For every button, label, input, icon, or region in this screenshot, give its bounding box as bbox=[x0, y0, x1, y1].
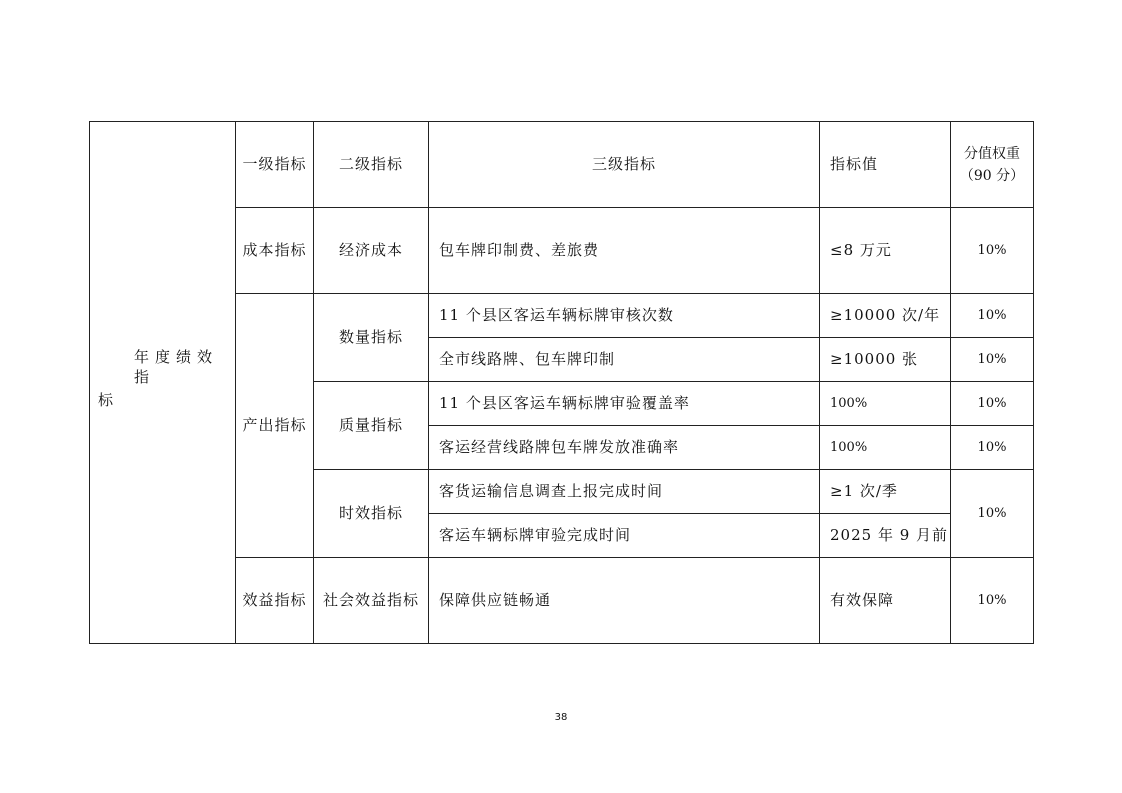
quantity-row2-level3: 全市线路牌、包车牌印制 bbox=[429, 338, 820, 382]
quantity-level2: 数量指标 bbox=[314, 294, 429, 382]
quality-row1-weight: 10% bbox=[951, 382, 1034, 426]
quality-row2-value: 100% bbox=[820, 426, 951, 470]
annual-indicator-label-line1: 年度绩效指 bbox=[134, 348, 219, 386]
benefit-level3: 保障供应链畅通 bbox=[429, 558, 820, 644]
performance-indicator-table bbox=[89, 121, 1034, 644]
quantity-row1-value: ≥10000 次/年 bbox=[820, 294, 951, 338]
benefit-value: 有效保障 bbox=[820, 558, 951, 644]
annual-indicator-label-line2: 标 bbox=[98, 391, 115, 409]
timeliness-weight: 10% bbox=[951, 470, 1034, 558]
quantity-row1-weight: 10% bbox=[951, 294, 1034, 338]
benefit-level2: 社会效益指标 bbox=[314, 558, 429, 644]
cost-level1: 成本指标 bbox=[236, 208, 314, 294]
timeliness-row1-value: ≥1 次/季 bbox=[820, 470, 951, 514]
cost-level2: 经济成本 bbox=[314, 208, 429, 294]
timeliness-row2-level3: 客运车辆标牌审验完成时间 bbox=[429, 514, 820, 558]
benefit-weight: 10% bbox=[951, 558, 1034, 644]
output-level1: 产出指标 bbox=[236, 294, 314, 558]
timeliness-row2-value: 2025 年 9 月前 bbox=[820, 514, 951, 558]
page-number: 38 bbox=[554, 712, 568, 723]
quantity-row1-level3: 11 个县区客运车辆标牌审核次数 bbox=[429, 294, 820, 338]
header-weight-line1: 分值权重 bbox=[964, 145, 1020, 162]
cost-weight: 10% bbox=[951, 208, 1034, 294]
timeliness-level2: 时效指标 bbox=[314, 470, 429, 558]
quality-level2: 质量指标 bbox=[314, 382, 429, 470]
quality-row2-weight: 10% bbox=[951, 426, 1034, 470]
timeliness-row1-level3: 客货运输信息调查上报完成时间 bbox=[429, 470, 820, 514]
header-weight bbox=[951, 122, 1034, 208]
quality-row1-value: 100% bbox=[820, 382, 951, 426]
header-level1: 一级指标 bbox=[236, 122, 314, 208]
cost-level3: 包车牌印制费、差旅费 bbox=[429, 208, 820, 294]
header-level3: 三级指标 bbox=[429, 122, 820, 208]
quality-row1-level3: 11 个县区客运车辆标牌审验覆盖率 bbox=[429, 382, 820, 426]
header-value: 指标值 bbox=[820, 122, 951, 208]
quantity-row2-weight: 10% bbox=[951, 338, 1034, 382]
annual-performance-indicator-cell bbox=[90, 122, 236, 644]
benefit-level1: 效益指标 bbox=[236, 558, 314, 644]
quality-row2-level3: 客运经营线路牌包车牌发放准确率 bbox=[429, 426, 820, 470]
quantity-row2-value: ≥10000 张 bbox=[820, 338, 951, 382]
cost-value: ≤8 万元 bbox=[820, 208, 951, 294]
header-level2: 二级指标 bbox=[314, 122, 429, 208]
header-weight-line2: （90 分） bbox=[959, 167, 1025, 184]
